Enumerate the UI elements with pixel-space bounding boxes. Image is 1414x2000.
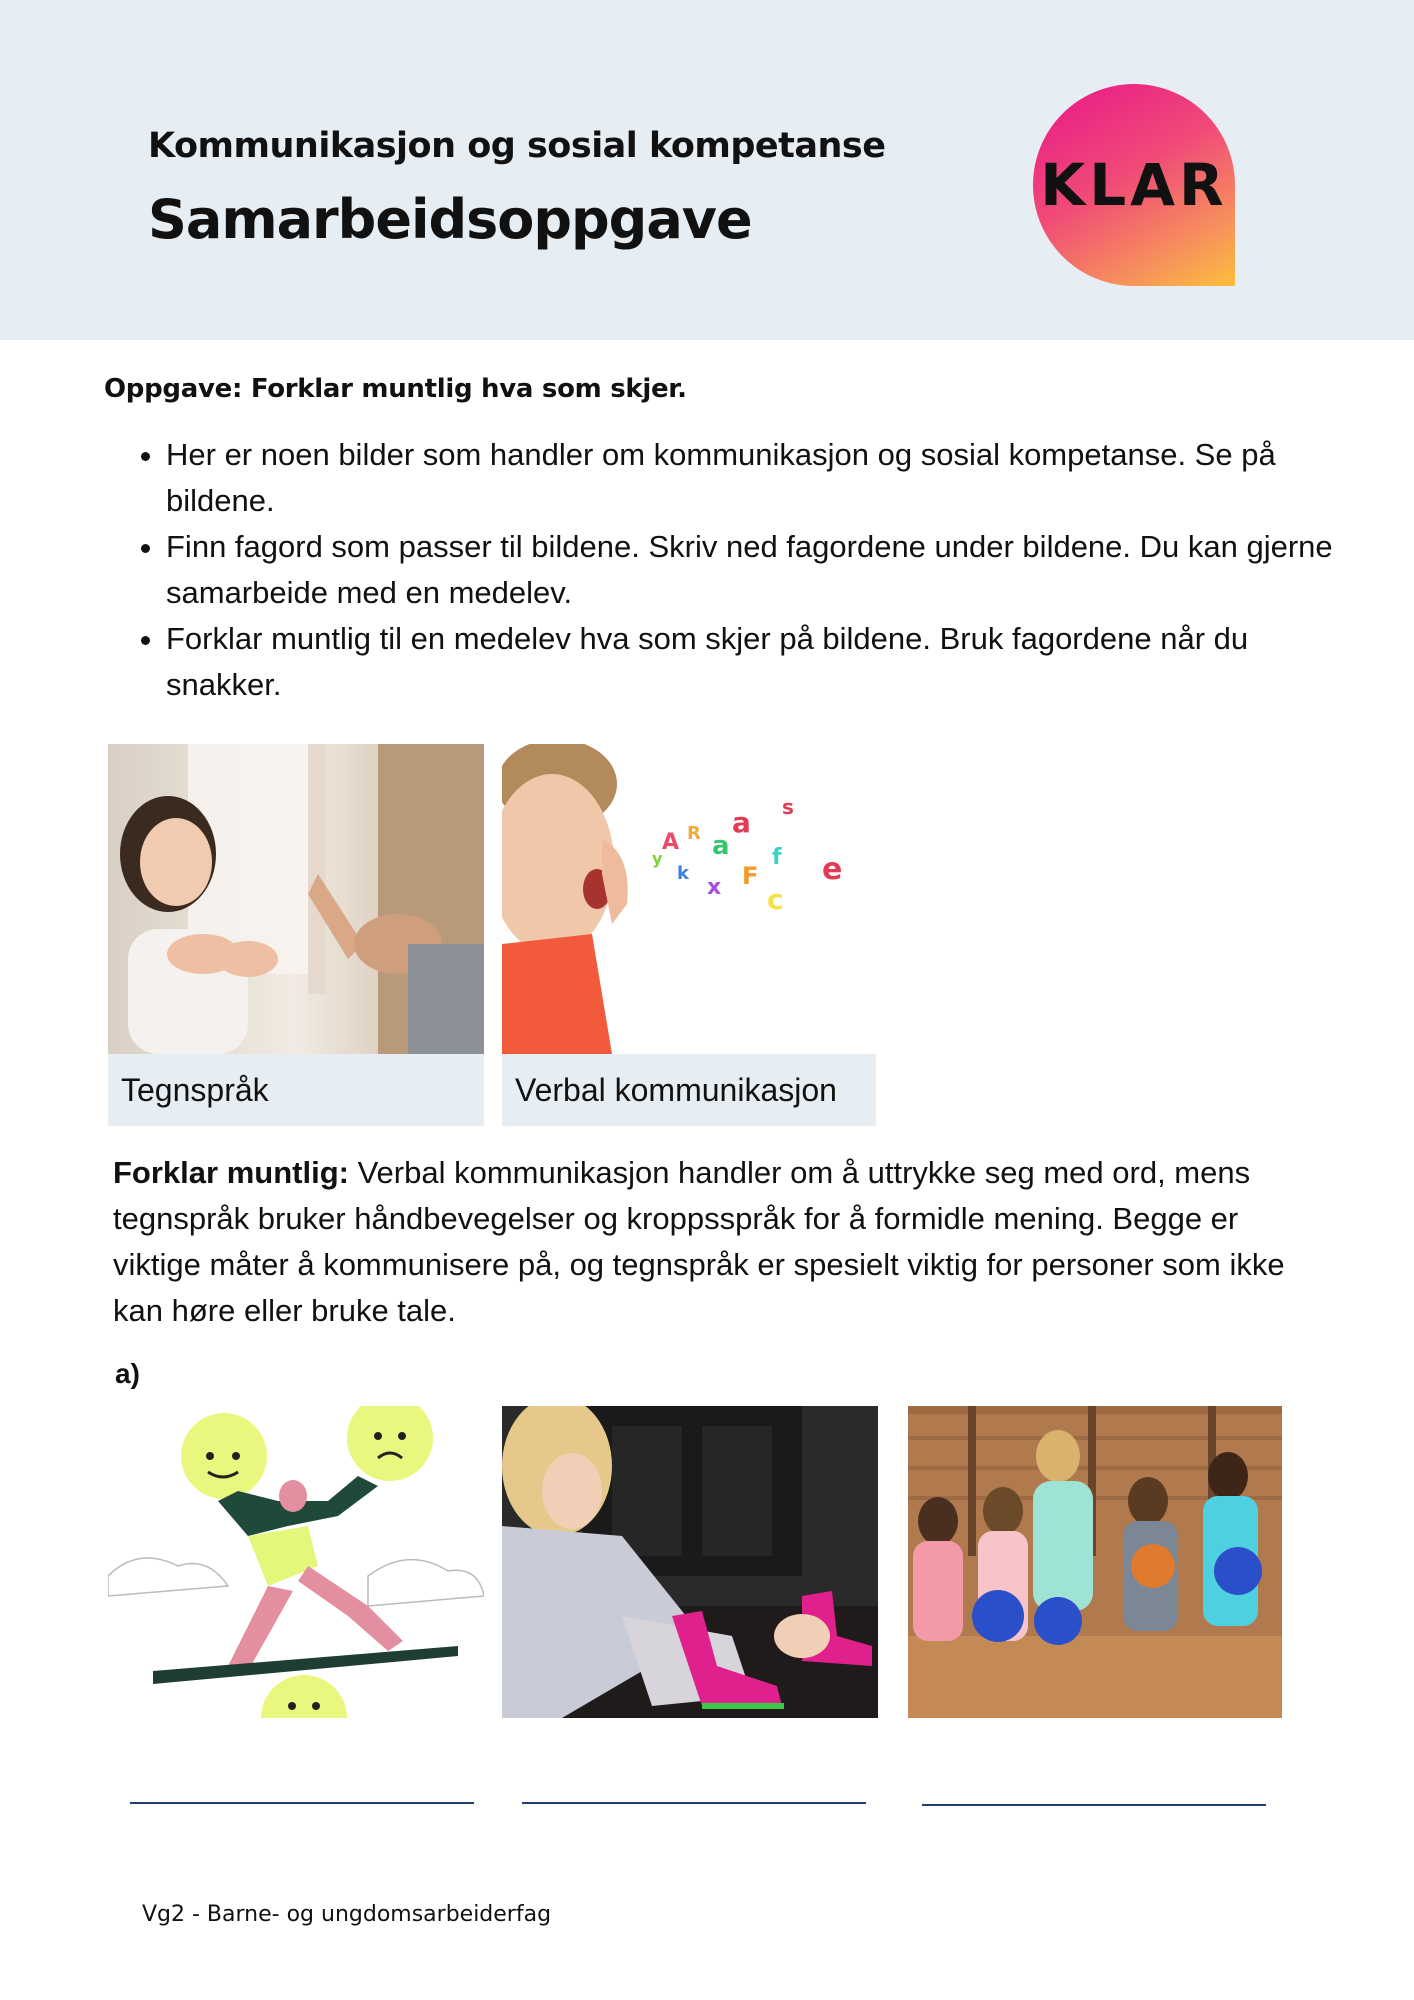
oral-explanation (113, 1150, 1308, 1334)
instruction-item: • Her er noen bilder som handler om kommunikasjon og sosial kompetanse. Se på bildene. (166, 432, 1336, 524)
klar-logo (1033, 84, 1235, 286)
page-header (0, 0, 1414, 340)
answer-line-3[interactable] (922, 1804, 1266, 1806)
explanation-label: Forklar muntlig: (113, 1155, 349, 1190)
svg-text:k: k (677, 863, 689, 884)
svg-text:F: F (742, 862, 759, 890)
svg-text:c: c (767, 883, 784, 916)
svg-text:R: R (687, 823, 701, 844)
caption-verbal-communication: Verbal kommunikasjon (502, 1054, 876, 1126)
svg-text:e: e (822, 852, 843, 887)
subject-heading: Kommunikasjon og sosial kompetanse (148, 126, 886, 166)
instruction-item: • Finn fagord som passer til bildene. Skriv ned fagordene under bildene. Du kan gjerne samarbeide med en medelev. (166, 524, 1336, 616)
svg-text:A: A (662, 830, 680, 855)
svg-text:a: a (712, 831, 730, 861)
section-a-label: a) (115, 1358, 140, 1389)
svg-text:f: f (772, 845, 782, 870)
sign-language-photo (108, 744, 484, 1054)
footer-course: Vg2 - Barne- og ungdomsarbeiderfag (142, 1902, 552, 1927)
child-boots-photo (502, 1406, 878, 1718)
instruction-list (130, 432, 1336, 708)
svg-text:s: s (782, 795, 794, 819)
verbal-communication-photo (502, 744, 876, 1054)
task-heading: Oppgave: Forklar muntlig hva som skjer. (104, 374, 687, 404)
gym-group-photo (908, 1406, 1282, 1718)
explanation-text: Verbal kommunikasjon handler om å uttrykke seg med ord, mens tegnspråk bruker håndbevegelser og kroppsspråk for å formidle mening. Begge er viktige måter å kommunisere på, og tegnspråk er spesielt viktig for personer som ikke kan høre eller bruke tale. (113, 1155, 1285, 1328)
svg-text:y: y (652, 849, 663, 868)
page-title: Samarbeidsoppgave (148, 188, 752, 251)
answer-line-2[interactable] (522, 1802, 866, 1804)
svg-text:a: a (732, 806, 751, 839)
caption-sign-language: Tegnspråk (108, 1054, 484, 1126)
instruction-item: • Forklar muntlig til en medelev hva som skjer på bildene. Bruk fagordene når du snakker. (166, 616, 1336, 708)
svg-text:x: x (707, 875, 722, 900)
answer-line-1[interactable] (130, 1802, 474, 1804)
logo-text: KLAR (1040, 151, 1228, 219)
balance-illustration (108, 1406, 484, 1718)
